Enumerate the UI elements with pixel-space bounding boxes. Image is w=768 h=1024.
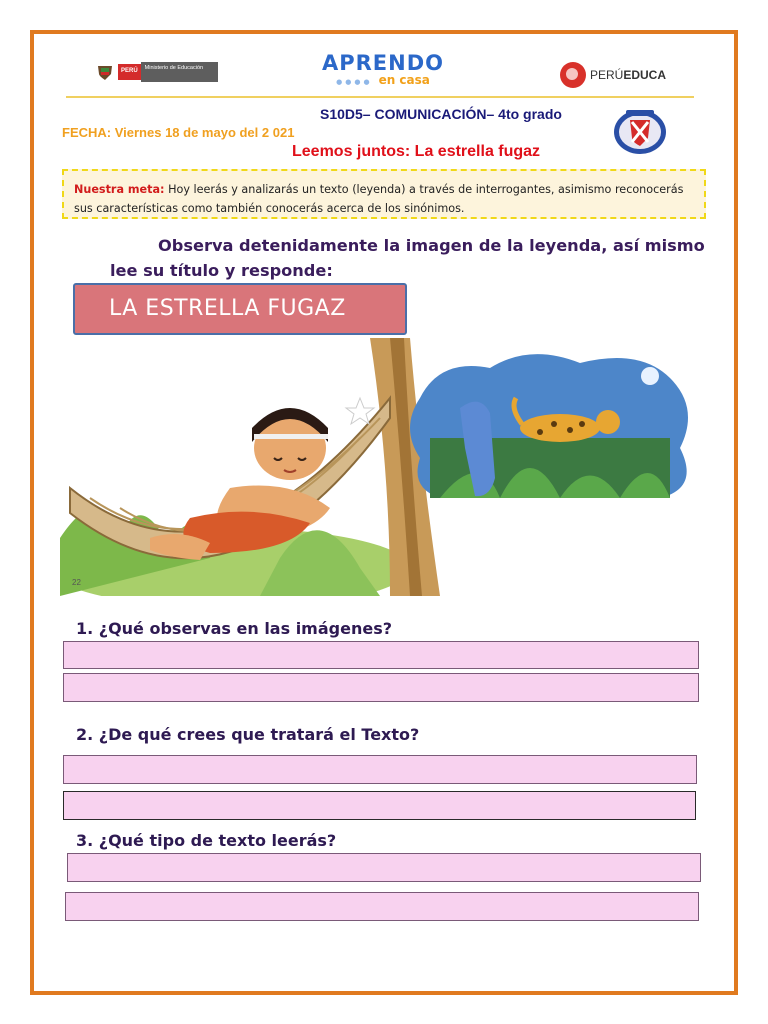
peru-shield-icon bbox=[96, 63, 114, 81]
goal-label: Nuestra meta: bbox=[74, 183, 165, 196]
aprendo-text: APRENDO bbox=[321, 51, 445, 75]
aprendo-en-casa-logo bbox=[318, 52, 448, 92]
question-3-label: 3. ¿Qué tipo de texto leerás? bbox=[76, 831, 337, 850]
answer-field-2a[interactable] bbox=[63, 755, 697, 784]
page-number: 22 bbox=[72, 578, 81, 587]
legend-illustration bbox=[60, 338, 704, 596]
answer-field-1a[interactable] bbox=[63, 641, 699, 669]
instruction-text: Observa detenidamente la imagen de la leyenda, así mismo lee su título y responde: bbox=[110, 236, 705, 280]
minedu-peru-text: PERÚ bbox=[118, 64, 141, 80]
en-casa-text: en casa bbox=[378, 73, 430, 87]
session-date: FECHA: Viernes 18 de mayo del 2 021 bbox=[62, 125, 295, 140]
answer-field-1b[interactable] bbox=[63, 673, 699, 702]
goal-text: Hoy leerás y analizarás un texto (leyenda) a través de interrogantes, asimismo reconocerás sus características como también conocerás acerca de los sinónimos. bbox=[74, 183, 684, 215]
school-badge-icon bbox=[612, 106, 668, 156]
dots-decoration: ●●●● bbox=[336, 78, 373, 86]
perueduca-circle-icon bbox=[560, 62, 586, 88]
goal-box bbox=[62, 169, 706, 219]
perueduca-peru-text: PERÚ bbox=[590, 68, 624, 82]
perueduca-educa-text: EDUCA bbox=[623, 68, 667, 82]
session-code: S10D5– COMUNICACIÓN– 4to grado bbox=[320, 106, 562, 122]
question-2-label: 2. ¿De qué crees que tratará el Texto? bbox=[76, 725, 420, 744]
answer-field-3b[interactable] bbox=[65, 892, 699, 921]
story-title-box: LA ESTRELLA FUGAZ bbox=[73, 283, 407, 335]
answer-field-2b[interactable] bbox=[63, 791, 696, 820]
session-title: Leemos juntos: La estrella fugaz bbox=[292, 143, 541, 160]
header-divider bbox=[66, 96, 694, 98]
perueduca-logo bbox=[560, 60, 680, 90]
question-1-label: 1. ¿Qué observas en las imágenes? bbox=[76, 619, 392, 638]
minedu-name-text: Ministerio de Educación bbox=[141, 62, 218, 82]
minedu-logo bbox=[96, 60, 218, 84]
answer-field-3a[interactable] bbox=[67, 853, 701, 882]
